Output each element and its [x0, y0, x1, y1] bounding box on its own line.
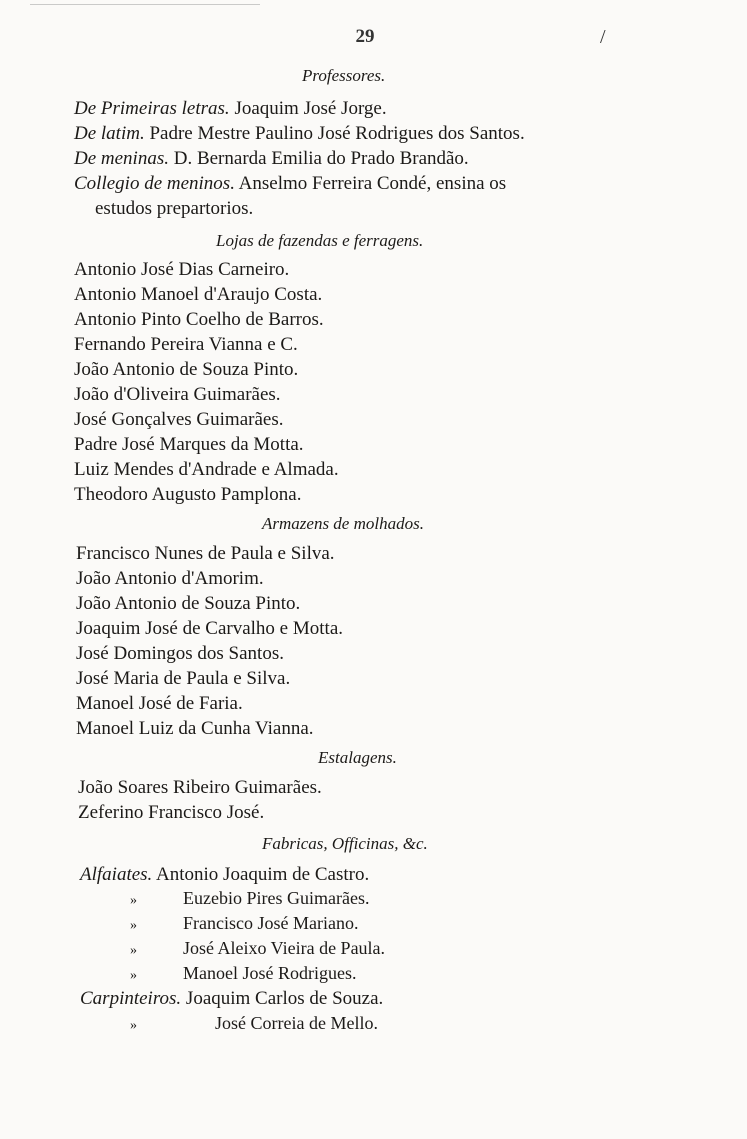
list-item: Manoel José de Faria. — [76, 693, 243, 714]
heading-lojas: Lojas de fazendas e ferragens. — [216, 231, 424, 250]
list-item: Antonio Manoel d'Araujo Costa. — [74, 284, 323, 305]
list-item: Manoel José Rodrigues. — [183, 963, 357, 983]
page-number: 29 — [355, 26, 375, 47]
professor-line: De latim. Padre Mestre Paulino José Rodrigues dos Santos. — [74, 123, 525, 144]
list-item: Padre José Marques da Motta. — [74, 434, 304, 455]
ditto-mark: » — [130, 918, 137, 933]
heading-armazens: Armazens de molhados. — [262, 514, 424, 533]
list-item: José Aleixo Vieira de Paula. — [183, 938, 386, 958]
ditto-mark: » — [130, 893, 137, 908]
scan-artifact-line — [30, 4, 260, 7]
trade-label-carpinteiros: Carpinteiros. — [80, 988, 182, 1009]
list-item: João Antonio de Souza Pinto. — [76, 593, 301, 614]
list-item: Euzebio Pires Guimarães. — [183, 888, 370, 908]
trade-label-alfaiates: Alfaiates. — [80, 864, 153, 885]
list-item: Francisco José Mariano. — [183, 913, 359, 933]
heading-estalagens: Estalagens. — [318, 748, 397, 767]
corner-mark: / — [600, 26, 606, 48]
list-item: Theodoro Augusto Pamplona. — [74, 484, 302, 505]
professor-line: De meninas. D. Bernarda Emilia do Prado Brandão. — [74, 148, 469, 169]
professor-line: Collegio de meninos. Anselmo Ferreira Condé, ensina os — [74, 173, 507, 194]
trade-line: Carpinteiros. Joaquim Carlos de Souza. — [80, 988, 384, 1009]
list-item: José Maria de Paula e Silva. — [76, 668, 291, 689]
heading-professores: Professores. — [302, 66, 386, 85]
list-item: Manoel Luiz da Cunha Vianna. — [76, 718, 314, 739]
professor-line: De Primeiras letras. Joaquim José Jorge. — [74, 98, 387, 119]
list-item: João Soares Ribeiro Guimarães. — [78, 777, 322, 798]
list-item: José Gonçalves Guimarães. — [74, 409, 284, 430]
list-item: José Correia de Mello. — [215, 1013, 378, 1033]
list-item: Zeferino Francisco José. — [78, 802, 265, 823]
ditto-mark: » — [130, 968, 137, 983]
list-item: Francisco Nunes de Paula e Silva. — [76, 543, 335, 564]
heading-fabricas: Fabricas, Officinas, &c. — [262, 834, 428, 853]
list-item: José Domingos dos Santos. — [76, 643, 284, 664]
list-item: Antonio José Dias Carneiro. — [74, 259, 290, 280]
list-item: Fernando Pereira Vianna e C. — [74, 334, 298, 355]
list-item: Luiz Mendes d'Andrade e Almada. — [74, 459, 339, 480]
professor-line-continued: estudos prepartorios. — [95, 198, 254, 219]
list-item: João Antonio d'Amorim. — [76, 568, 264, 589]
list-item: João Antonio de Souza Pinto. — [74, 359, 299, 380]
list-item: Joaquim José de Carvalho e Motta. — [76, 618, 344, 639]
list-item: João d'Oliveira Guimarães. — [74, 384, 281, 405]
ditto-mark: » — [130, 943, 137, 958]
list-item: Antonio Pinto Coelho de Barros. — [74, 309, 324, 330]
trade-line: Alfaiates. Antonio Joaquim de Castro. — [80, 864, 370, 885]
ditto-mark: » — [130, 1018, 137, 1033]
